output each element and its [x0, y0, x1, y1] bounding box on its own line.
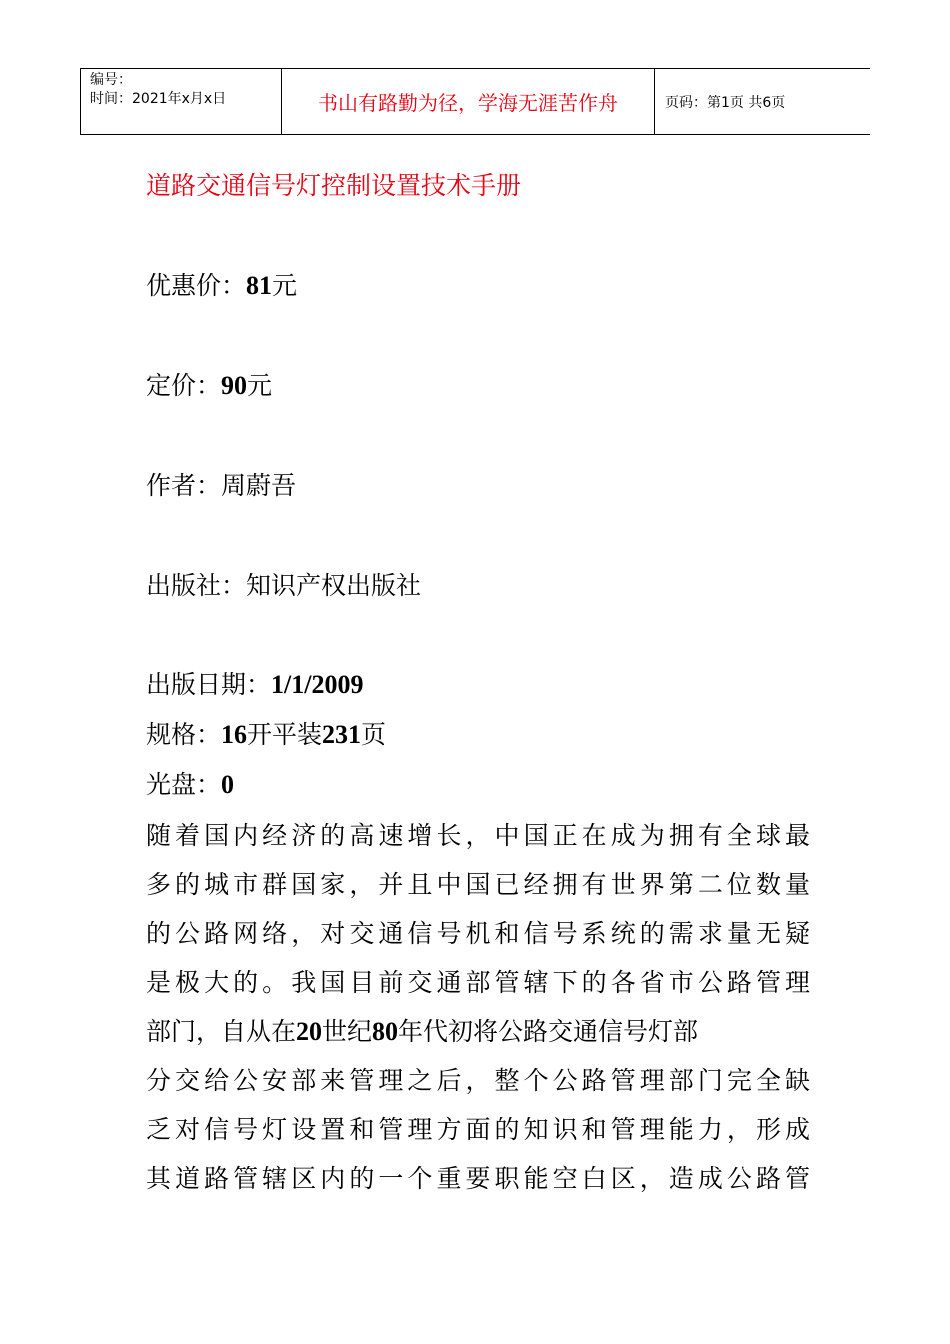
paragraph-line: 其道路管辖区内的一个重要职能空白区，造成公路管	[146, 1164, 810, 1193]
paragraph-line: 随着国内经济的高速增长，中国正在成为拥有全球最	[146, 821, 810, 850]
header-meta-cell	[81, 69, 282, 134]
header-page-cell	[655, 69, 870, 134]
format-pages: 231	[322, 720, 362, 749]
disc-info	[146, 765, 234, 801]
document-title: 道路交通信号灯控制设置技术手册	[146, 171, 522, 200]
format-spec	[146, 715, 386, 751]
page-info: 页码：第1页 共6页	[665, 94, 786, 111]
promo-price-label: 优惠价：	[146, 271, 247, 300]
format-binding: 开平装	[247, 720, 323, 749]
list-price-label: 定价：	[146, 371, 222, 400]
pub-date	[146, 665, 363, 701]
disc-label: 光盘：	[146, 770, 222, 799]
page-header	[80, 68, 870, 135]
promo-price-unit: 元	[272, 271, 298, 300]
line5-num2: 80	[372, 1017, 399, 1046]
time-label: 时间：2021年x月x日	[90, 91, 227, 107]
line5-part2: 世纪	[322, 1017, 373, 1046]
disc-value: 0	[221, 770, 235, 799]
pub-date-label: 出版日期：	[146, 670, 272, 699]
publisher: 出版社：知识产权出版社	[146, 571, 422, 600]
format-label: 规格：	[146, 720, 222, 749]
format-size: 16	[221, 720, 248, 749]
format-unit: 页	[361, 720, 387, 749]
description-paragraph	[146, 811, 810, 1203]
header-motto-cell	[282, 69, 655, 134]
paragraph-line	[146, 1007, 810, 1056]
list-price-unit: 元	[247, 371, 273, 400]
list-price	[146, 366, 272, 402]
line5-part1: 部门，自从在	[146, 1017, 297, 1046]
paragraph-line: 乏对信号灯设置和管理方面的知识和管理能力，形成	[146, 1115, 810, 1144]
code-label: 编号：	[90, 72, 132, 88]
paragraph-line: 多的城市群国家，并且中国已经拥有世界第二位数量	[146, 870, 810, 899]
paragraph-line: 是极大的。我国目前交通部管辖下的各省市公路管理	[146, 968, 810, 997]
paragraph-line: 分交给公安部来管理之后，整个公路管理部门完全缺	[146, 1066, 810, 1095]
promo-price-value: 81	[246, 271, 273, 300]
author: 作者：周蔚吾	[146, 471, 297, 500]
paragraph-line: 的公路网络，对交通信号机和信号系统的需求量无疑	[146, 919, 810, 948]
pub-date-value: 1/1/2009	[271, 670, 364, 699]
line5-part3: 年代初将公路交通信号灯部	[398, 1017, 699, 1046]
promo-price	[146, 266, 297, 302]
list-price-value: 90	[221, 371, 248, 400]
motto: 书山有路勤为径，学海无涯苦作舟	[318, 91, 618, 115]
line5-num1: 20	[296, 1017, 323, 1046]
